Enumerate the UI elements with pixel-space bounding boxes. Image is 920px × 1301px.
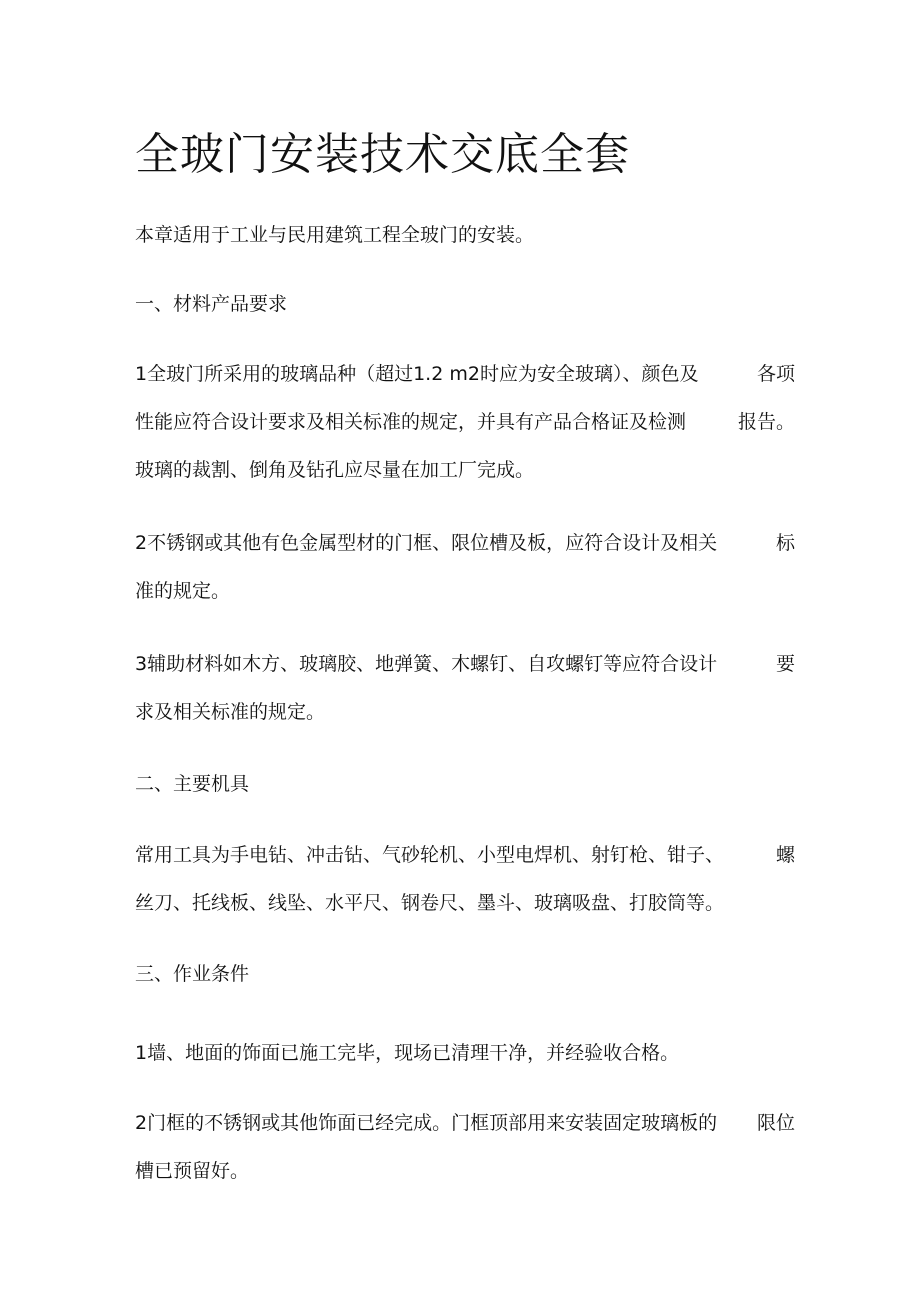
paragraph-text: 1全玻门所采用的玻璃品种（超过1.2 m2时应为安全玻璃）、颜色及	[135, 363, 699, 385]
paragraph-text: 标	[775, 532, 795, 554]
paragraph-text: 各项	[756, 363, 795, 385]
section-heading-conditions: 三、作业条件	[135, 963, 250, 985]
paragraph-text: 2门框的不锈钢或其他饰面已经完成。门框顶部用来安装固定玻璃板的	[135, 1112, 718, 1134]
paragraph-text: 要	[775, 653, 795, 675]
section-heading-tools: 二、主要机具	[135, 773, 250, 795]
paragraph-text: 螺	[775, 844, 795, 866]
paragraph-text: 3辅助材料如木方、玻璃胶、地弹簧、木螺钉、自攻螺钉等应符合设计	[135, 653, 718, 675]
paragraph-text: 常用工具为手电钻、冲击钻、气砂轮机、小型电焊机、射钉枪、钳子、	[135, 844, 725, 866]
paragraph-line	[135, 842, 795, 868]
paragraph-line: 丝刀、托线板、线坠、水平尺、钢卷尺、墨斗、玻璃吸盘、打胶筒等。	[135, 892, 725, 914]
paragraph-line: 求及相关标准的规定。	[135, 701, 326, 723]
paragraph-line	[135, 530, 795, 556]
paragraph-line: 1墙、地面的饰面已施工完毕，现场已清理干净，并经验收合格。	[135, 1042, 680, 1064]
paragraph-text: 2不锈钢或其他有色金属型材的门框、限位槽及板，应符合设计及相关	[135, 532, 718, 554]
paragraph-line: 槽已预留好。	[135, 1160, 250, 1182]
paragraph-line: 玻璃的裁割、倒角及钻孔应尽量在加工厂完成。	[135, 459, 535, 481]
paragraph-text: 报告。	[737, 411, 795, 433]
paragraph-line	[135, 651, 795, 677]
paragraph-text: 限位	[756, 1112, 795, 1134]
intro-paragraph: 本章适用于工业与民用建筑工程全玻门的安装。	[135, 224, 535, 246]
paragraph-line: 准的规定。	[135, 580, 231, 602]
section-heading-materials: 一、材料产品要求	[135, 293, 288, 315]
paragraph-line	[135, 361, 795, 387]
paragraph-line	[135, 1110, 795, 1136]
document-title: 全玻门安装技术交底全套	[135, 129, 630, 180]
paragraph-text: 性能应符合设计要求及相关标准的规定，并具有产品合格证及检测	[135, 411, 687, 433]
paragraph-line	[135, 409, 795, 435]
